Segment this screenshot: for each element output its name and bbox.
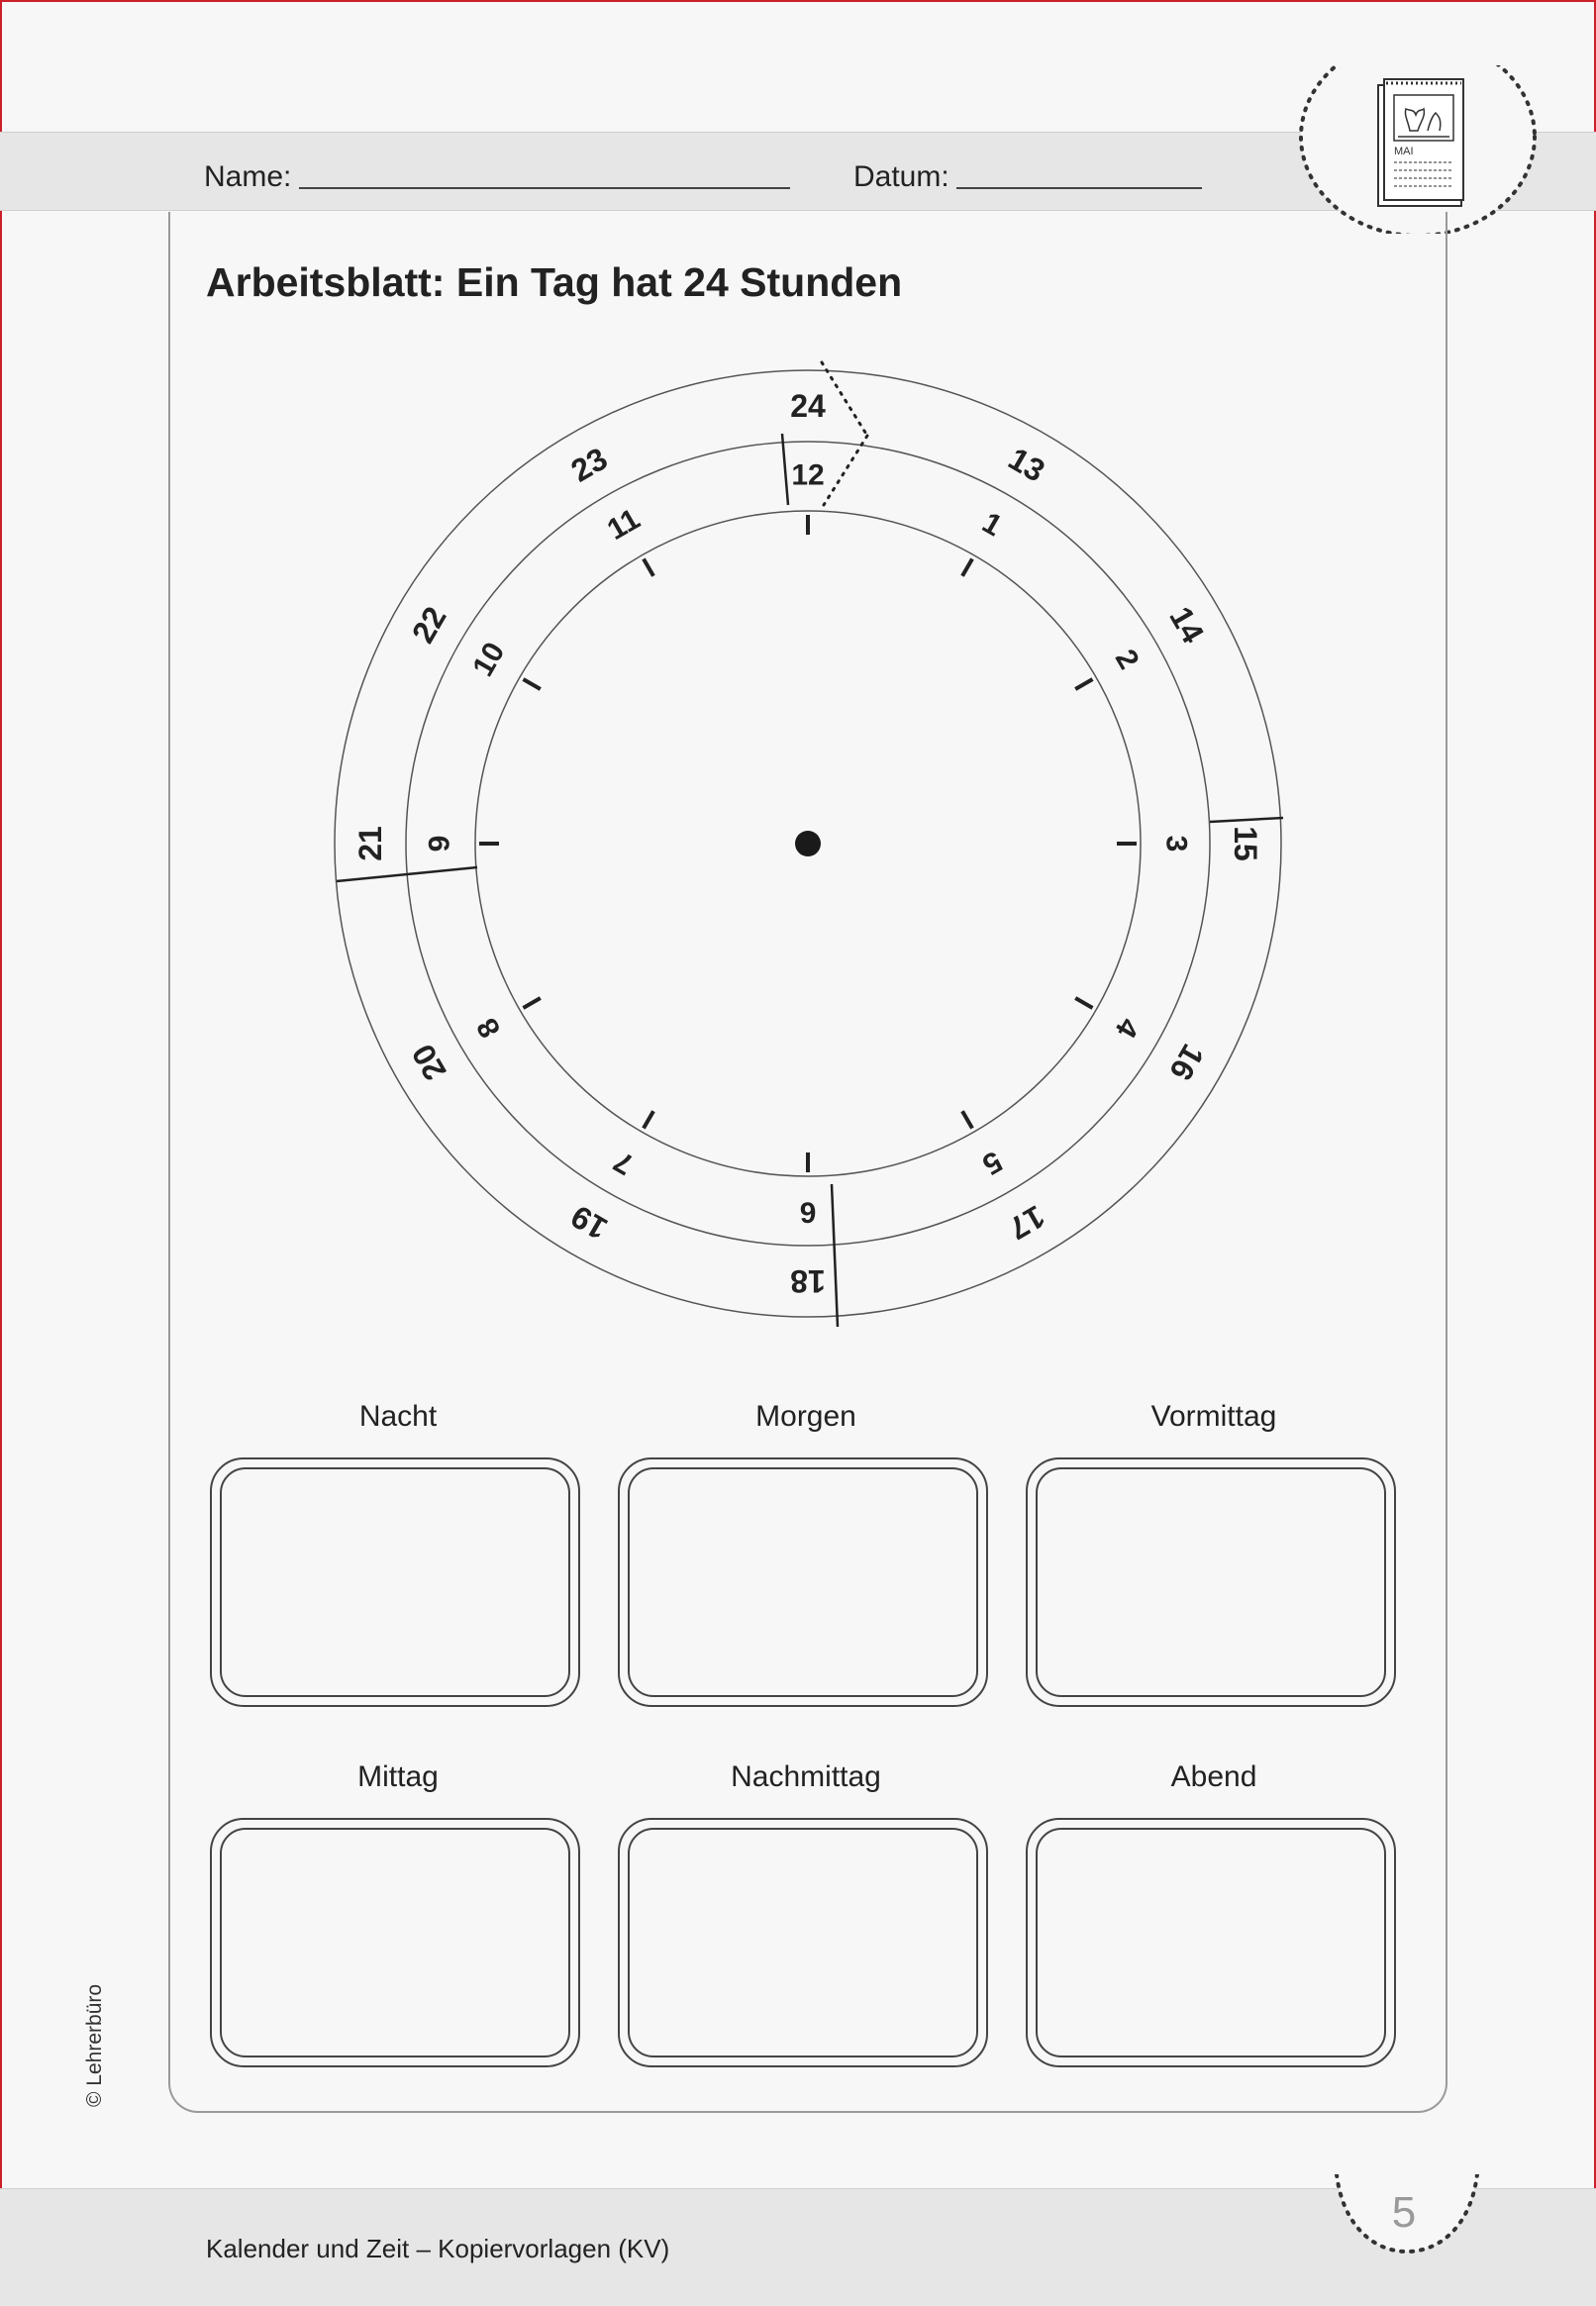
cut-line-right bbox=[1210, 818, 1283, 822]
inner-hour-number-9: 9 bbox=[423, 835, 456, 852]
answer-box-inner bbox=[628, 1467, 978, 1697]
page-number: 5 bbox=[1391, 2188, 1417, 2237]
copyright-note: © Lehrerbüro bbox=[83, 1983, 106, 2107]
answer-box-inner bbox=[628, 1828, 978, 2057]
name-input-line[interactable] bbox=[299, 187, 790, 189]
answer-box-inner bbox=[220, 1467, 570, 1697]
period-label-abend: Abend bbox=[1170, 1760, 1257, 1793]
hour-tick bbox=[962, 558, 972, 575]
inner-hour-number-12: 12 bbox=[791, 458, 825, 492]
answer-box-nachmittag[interactable] bbox=[618, 1818, 988, 2067]
inner-hour-number-2: 2 bbox=[1108, 644, 1146, 675]
hour-tick bbox=[644, 1111, 653, 1128]
hour-tick bbox=[962, 1111, 972, 1128]
inner-hour-number-3: 3 bbox=[1159, 835, 1193, 852]
outer-hour-number-20: 20 bbox=[404, 1038, 453, 1087]
page-title: Arbeitsblatt: Ein Tag hat 24 Stunden bbox=[206, 259, 903, 305]
inner-hour-number-7: 7 bbox=[608, 1144, 640, 1181]
calendar-icon bbox=[1378, 79, 1463, 206]
answer-box-abend[interactable] bbox=[1026, 1818, 1396, 2067]
answer-box-inner bbox=[220, 1828, 570, 2057]
answer-box-inner bbox=[1036, 1467, 1386, 1697]
date-input-line[interactable] bbox=[956, 187, 1202, 189]
answer-box-inner bbox=[1036, 1828, 1386, 2057]
answer-box-nacht[interactable] bbox=[210, 1457, 580, 1707]
outer-hour-number-18: 18 bbox=[790, 1263, 826, 1299]
inner-hour-number-4: 4 bbox=[1108, 1012, 1146, 1044]
hour-tick bbox=[523, 679, 540, 689]
hour-tick bbox=[523, 998, 540, 1008]
inner-hour-number-10: 10 bbox=[466, 637, 512, 682]
outer-hour-number-24: 24 bbox=[790, 388, 826, 424]
clock-face bbox=[317, 347, 1287, 1337]
outer-hour-number-17: 17 bbox=[1002, 1198, 1051, 1248]
inner-hour-number-6: 6 bbox=[799, 1195, 817, 1229]
outer-hour-number-16: 16 bbox=[1162, 1038, 1212, 1087]
period-label-nachmittag: Nachmittag bbox=[731, 1760, 881, 1793]
outer-hour-number-22: 22 bbox=[404, 600, 453, 650]
clock-center-dot bbox=[795, 831, 821, 856]
fold-line-inner bbox=[824, 436, 867, 505]
outer-hour-number-15: 15 bbox=[1228, 826, 1263, 861]
outer-hour-number-13: 13 bbox=[1002, 440, 1051, 489]
inner-hour-number-5: 5 bbox=[976, 1144, 1008, 1181]
inner-hour-number-1: 1 bbox=[976, 506, 1008, 544]
name-label: Name: bbox=[204, 160, 292, 193]
period-label-vormittag: Vormittag bbox=[1150, 1400, 1277, 1433]
outer-hour-number-21: 21 bbox=[352, 826, 388, 861]
outer-hour-number-14: 14 bbox=[1162, 600, 1212, 650]
outer-hour-number-23: 23 bbox=[564, 440, 614, 489]
hour-tick bbox=[1075, 679, 1092, 689]
answer-box-morgen[interactable] bbox=[618, 1457, 988, 1707]
answer-box-vormittag[interactable] bbox=[1026, 1457, 1396, 1707]
calendar-badge bbox=[1299, 65, 1537, 234]
hour-tick bbox=[1075, 998, 1092, 1008]
hour-tick bbox=[644, 558, 653, 575]
date-label: Datum: bbox=[853, 160, 949, 193]
cut-line-top bbox=[782, 434, 788, 505]
period-label-mittag: Mittag bbox=[357, 1760, 439, 1793]
inner-hour-number-11: 11 bbox=[602, 502, 646, 548]
outer-hour-number-19: 19 bbox=[564, 1198, 614, 1248]
cut-line-bottom bbox=[832, 1184, 838, 1327]
period-label-morgen: Morgen bbox=[755, 1400, 856, 1433]
answer-box-mittag[interactable] bbox=[210, 1818, 580, 2067]
period-label-nacht: Nacht bbox=[358, 1400, 438, 1433]
inner-hour-number-8: 8 bbox=[470, 1012, 508, 1044]
footer-title: Kalender und Zeit – Kopiervorlagen (KV) bbox=[206, 2234, 670, 2263]
calendar-month-text: MAI bbox=[1394, 146, 1414, 157]
